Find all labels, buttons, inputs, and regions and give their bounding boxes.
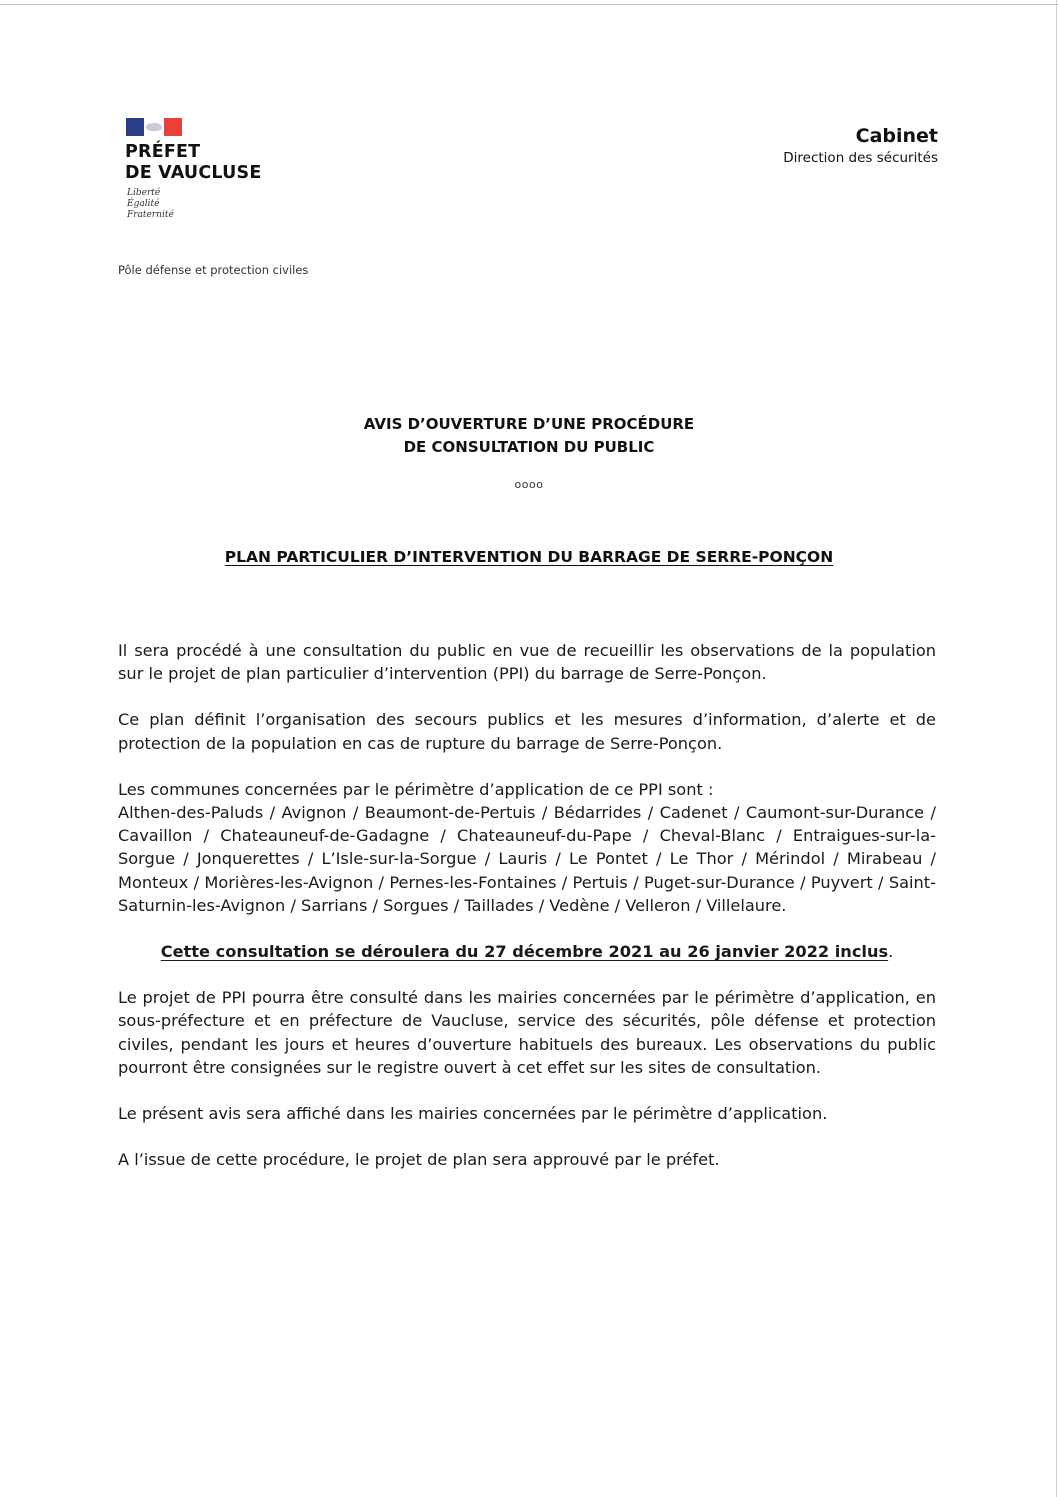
plan-title	[0, 548, 1058, 566]
motto-liberte: Liberté	[127, 188, 161, 198]
consultation-dates-period: .	[888, 942, 894, 962]
cabinet-block	[783, 124, 938, 168]
direction-subtitle: Direction des sécurités	[783, 150, 938, 166]
paragraph-plan-definition: Ce plan définit l’organisation des secours publics et les mesures d’information, d’alerte et de protection de la population en cas de rupture du barrage de Serre-Ponçon.	[118, 710, 936, 753]
republic-motto	[127, 188, 174, 221]
motto-egalite: Égalité	[127, 199, 160, 209]
prefet-title-line1: PRÉFET	[125, 142, 201, 162]
marianne-logo	[126, 118, 182, 136]
communes-list: Althen-des-Paluds / Avignon / Beaumont-de-Pertuis / Bédarrides / Cadenet / Caumont-sur-Durance / Cavaillon / Chateauneuf-de-Gadagne / Chateauneuf-du-Pape / Cheval-Blanc / Entraigues-sur-la-Sorgue / Jonquerettes / L’Isle-sur-la-Sorgue / Lauris / Le Pontet / Le Thor / Mérindol / Mirabeau / Monteux / Morières-les-Avignon / Pernes-les-Fontaines / Pertuis / Puget-sur-Durance / Puyvert / Saint-Saturnin-les-Avignon / Sarrians / Sorgues / Taillades / Vedène / Velleron / Villelaure.	[118, 803, 936, 915]
paragraph-where-to-consult: Le projet de PPI pourra être consulté dans les mairies concernées par le périmètre d’application, en sous-préfecture et en préfecture de Vaucluse, service des sécurités, pôle défense et protection civiles, pendant les jours et heures d’ouverture habituels des bureaux. Les observations du public pourront être consignées sur le registre ouvert à cet effet sur les sites de consultation.	[118, 988, 936, 1077]
cabinet-title: Cabinet	[855, 125, 938, 147]
consultation-dates	[118, 940, 936, 963]
flag-white-band	[144, 118, 164, 136]
scan-right-edge	[1056, 0, 1057, 1497]
pole-line: Pôle défense et protection civiles	[118, 263, 309, 277]
avis-title	[0, 413, 1058, 459]
flag-red-band	[164, 118, 182, 136]
prefet-title	[125, 142, 261, 184]
plan-title-text: PLAN PARTICULIER D’INTERVENTION DU BARRAGE DE SERRE-PONÇON	[224, 548, 834, 566]
paragraph-posting: Le présent avis sera affiché dans les mairies concernées par le périmètre d’application.	[118, 1104, 828, 1124]
communes-section	[118, 778, 936, 917]
consultation-dates-text: Cette consultation se déroulera du 27 décembre 2021 au 26 janvier 2022 inclus	[160, 942, 889, 962]
motto-fraternite: Fraternité	[127, 210, 174, 220]
paragraph-approval: A l’issue de cette procédure, le projet de plan sera approuvé par le préfet.	[118, 1150, 720, 1170]
scan-top-edge	[0, 4, 1058, 5]
flag-blue-band	[126, 118, 144, 136]
paragraph-consultation: Il sera procédé à une consultation du public en vue de recueillir les observations de la population sur le projet de plan particulier d’intervention (PPI) du barrage de Serre-Ponçon.	[118, 641, 936, 684]
communes-intro: Les communes concernées par le périmètre d’application de ce PPI sont :	[118, 779, 714, 799]
document-body	[118, 639, 936, 1194]
avis-title-line1: AVIS D’OUVERTURE D’UNE PROCÉDURE	[363, 415, 695, 433]
ornament-separator: oooo	[514, 478, 544, 491]
prefet-title-line2: DE VAUCLUSE	[125, 163, 262, 183]
avis-title-line2: DE CONSULTATION DU PUBLIC	[403, 438, 655, 456]
